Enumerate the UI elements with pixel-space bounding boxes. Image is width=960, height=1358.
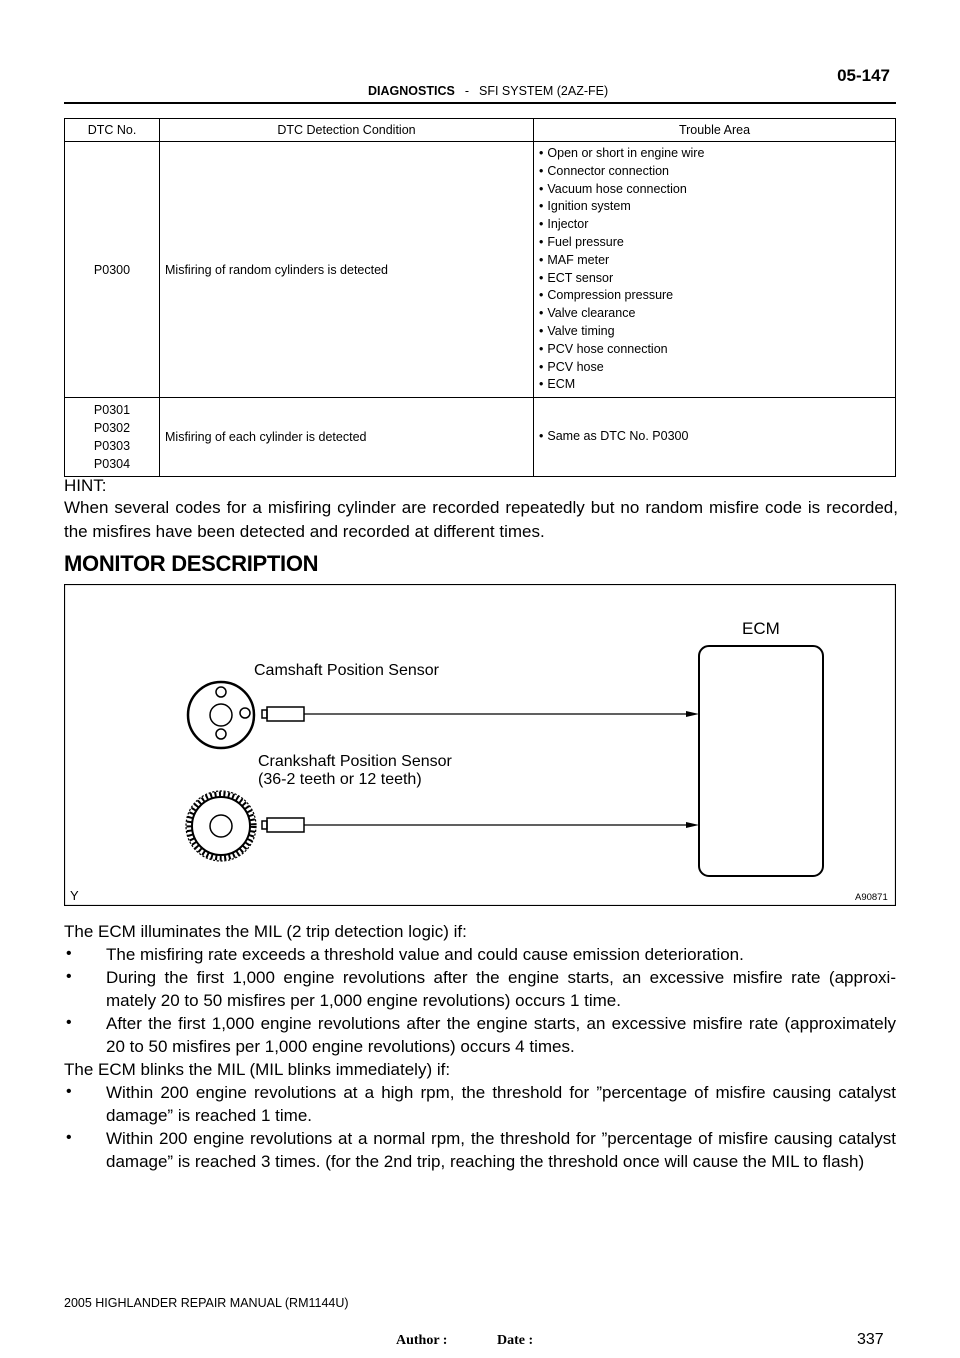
list-item: • PCV hose — [539, 359, 895, 377]
dtc-code: P0301 — [93, 403, 131, 418]
crank-arrow-icon — [686, 822, 699, 828]
crank-sensor-label-2: (36-2 teeth or 12 teeth) — [258, 771, 422, 788]
section-title: MONITOR DESCRIPTION — [64, 551, 319, 576]
list-item: • PCV hose connection — [539, 341, 895, 359]
list-item: During the first 1,000 engine revolutions after the engine starts, an excessive misfire rate (approxi- mately 20 to 50 misfires per 1,000 engine revolutions) occurs 1 time. — [106, 968, 896, 1010]
list-item: • Valve clearance — [539, 305, 895, 323]
list-item: • Compression pressure — [539, 287, 895, 305]
trouble-area-list — [539, 142, 895, 397]
mil-intro: The ECM illuminates the MIL (2 trip detection logic) if: — [64, 922, 467, 941]
crank-sensor-label-1: Crankshaft Position Sensor — [258, 753, 452, 770]
figure-id: A90871 — [855, 892, 888, 903]
dtc-code: P0300 — [93, 262, 131, 277]
hint-text: When several codes for a misfiring cylinder are recorded repeatedly but no random misfire code is recorded, the misfires have been detected and recorded at different times. — [64, 498, 898, 541]
crankshaft-gear-icon — [186, 791, 256, 861]
list-item: • ECT sensor — [539, 270, 895, 288]
dtc-code: P0303 — [93, 439, 131, 454]
sensor-diagram — [64, 584, 896, 906]
cam-arrow-icon — [686, 711, 699, 717]
bullet-icon: • — [66, 968, 72, 985]
list-item: • Injector — [539, 216, 895, 234]
hint-label: HINT: — [64, 476, 107, 495]
list-item: • Fuel pressure — [539, 234, 895, 252]
trouble-area-cell — [534, 398, 896, 477]
cam-sensor-probe-icon — [262, 707, 304, 721]
detection-condition: Misfiring of random cylinders is detected — [160, 142, 534, 398]
camshaft-rotor-icon — [188, 682, 254, 748]
date-label: Date : — [497, 1333, 534, 1348]
page-number: 05-147 — [837, 66, 890, 85]
manual-footer: 2005 HIGHLANDER REPAIR MANUAL (RM1144U) — [64, 1296, 349, 1310]
list-item: The misfiring rate exceeds a threshold value and could cause emission deterioration. — [106, 945, 744, 964]
table-header-row — [65, 119, 896, 142]
table-row — [65, 142, 896, 398]
col-header-trouble-area: Trouble Area — [534, 119, 896, 142]
cam-sensor-label: Camshaft Position Sensor — [254, 662, 439, 679]
detection-condition: Misfiring of each cylinder is detected — [160, 398, 534, 477]
header-rule — [64, 102, 896, 104]
list-item: After the first 1,000 engine revolutions after the engine starts, an excessive misfire rate (approximately 20 to 50 misfires per 1,000 engine revolutions) occurs 4 times. — [106, 1014, 896, 1056]
bullet-icon: • — [66, 1014, 72, 1031]
list-item: • Valve timing — [539, 323, 895, 341]
dtc-code: P0304 — [93, 457, 131, 472]
table-row — [65, 398, 896, 477]
list-item: • Same as DTC No. P0300 — [539, 428, 895, 446]
crank-sensor-probe-icon — [262, 818, 304, 832]
col-header-condition: DTC Detection Condition — [160, 119, 534, 142]
trouble-area-list — [539, 425, 895, 449]
list-item: Within 200 engine revolutions at a normal rpm, the threshold for ”percentage of misfire causing catalyst damage” is reached 3 times. (for the 2nd trip, reaching the threshold once will cause the MIL to flash) — [106, 1129, 896, 1171]
list-item: • Connector connection — [539, 163, 895, 181]
dtc-code-cell — [65, 398, 160, 477]
dtc-code: P0302 — [93, 421, 131, 436]
list-item: Within 200 engine revolutions at a high rpm, the threshold for ”percentage of misfire causing catalyst damage” is reached 1 time. — [106, 1083, 896, 1125]
corner-mark: Y — [70, 888, 79, 903]
list-item: • ECM — [539, 376, 895, 394]
list-item: • Vacuum hose connection — [539, 181, 895, 199]
ecm-box — [699, 646, 823, 876]
dtc-table — [64, 118, 896, 477]
col-header-dtc-no: DTC No. — [65, 119, 160, 142]
trouble-area-cell — [534, 142, 896, 398]
bullet-icon: • — [66, 1083, 72, 1100]
list-item: • Ignition system — [539, 198, 895, 216]
bullet-icon: • — [66, 945, 72, 962]
bullet-icon: • — [66, 1129, 72, 1146]
author-label: Author : — [396, 1333, 448, 1348]
dtc-code-cell — [65, 142, 160, 398]
header-section: DIAGNOSTICS — [368, 84, 455, 98]
footer-page-number: 337 — [857, 1331, 884, 1348]
list-item: • Open or short in engine wire — [539, 145, 895, 163]
blink-intro: The ECM blinks the MIL (MIL blinks immediately) if: — [64, 1060, 451, 1079]
running-header — [368, 84, 608, 98]
header-separator: - — [464, 84, 469, 98]
list-item: • MAF meter — [539, 252, 895, 270]
header-system: SFI SYSTEM (2AZ-FE) — [478, 84, 609, 98]
ecm-label: ECM — [742, 619, 780, 638]
